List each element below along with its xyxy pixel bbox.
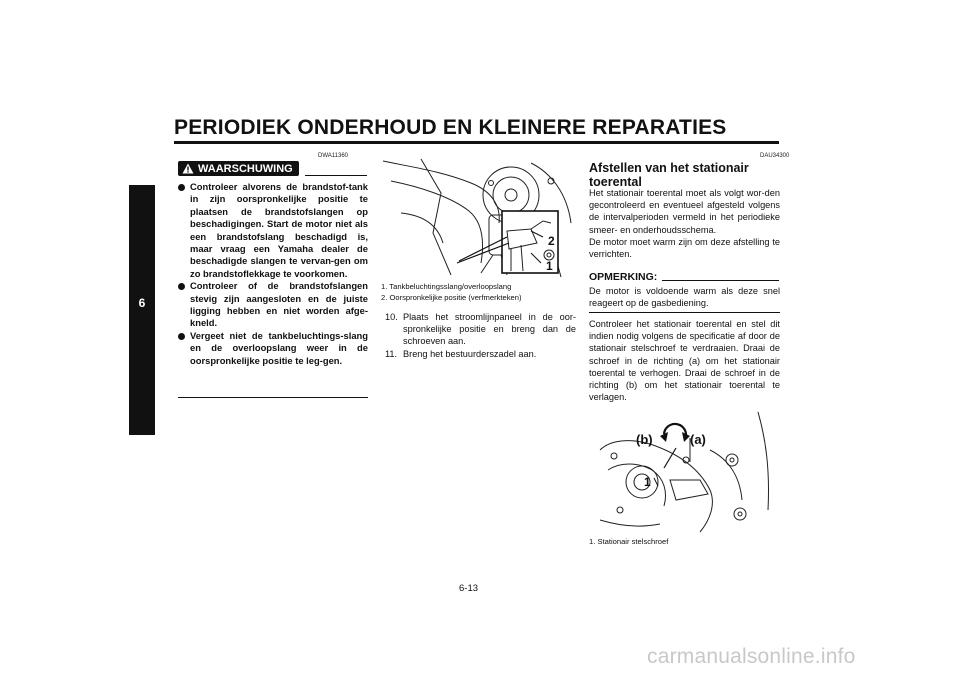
warning-item: Controleer alvorens de brandstof-tank in zijn oorspronkelijke positie te plaatsen de brandstofslangen op beschadigingen. Start de motor niet als een brandstofslang beschadigd is, maar vraag een Yamaha dealer de beschadigde slangen te vervan-gen om zo brandstoflekkage te voorkomen.	[178, 181, 368, 280]
warning-rule	[305, 175, 367, 176]
figure1-captions	[381, 282, 576, 303]
step-item: 10. Plaats het stroomlijnpaneel in de oor-spronkelijke positie en breng dan de schroeven aan.	[385, 312, 576, 347]
header-rule	[174, 141, 779, 144]
note-rule	[662, 280, 779, 281]
figure2-label-b: (b)	[636, 432, 653, 447]
bullet-icon	[178, 283, 185, 290]
section-paragraph: De motor moet warm zijn om deze afstelling te verrichten.	[589, 237, 780, 260]
section-paragraph: Het stationair toerental moet als volgt wor-den gecontroleerd en eventueel afgesteld volgens de intervalperioden vermeld in het periodieke smeer- en onderhoudsschema.	[589, 188, 780, 235]
warning-item: Controleer of de brandstofslangen stevig zijn aangesloten en de juiste ligging hebben en niet worden afge-kneld.	[178, 280, 368, 330]
page-header-title: PERIODIEK ONDERHOUD EN KLEINERE REPARATIES	[174, 116, 727, 139]
idle-screw-illustration	[590, 410, 780, 535]
warning-item: Vergeet niet de tankbeluchtings-slang en de overloopslang weer in de oorspronkelijke positie te leg-gen.	[178, 330, 368, 367]
note-text: De motor is voldoende warm als deze snel reageert op de gasbediening.	[589, 286, 780, 309]
step-item: 11. Breng het bestuurderszadel aan.	[385, 348, 537, 359]
figure1-caption: 1. Tankbeluchtingsslang/overloopslang	[381, 282, 512, 291]
note-label: OPMERKING:	[589, 271, 658, 283]
tank-hose-illustration	[381, 153, 575, 278]
watermark-text: carmanualsonline.info	[647, 645, 856, 668]
warning-end-rule	[178, 397, 368, 398]
section-title: Afstellen van het stationair toerental	[589, 161, 749, 189]
step-list	[381, 311, 576, 360]
bullet-icon	[178, 184, 185, 191]
chapter-tab	[129, 185, 155, 435]
figure1-callout-2: 2	[548, 234, 555, 248]
warning-code: DWA11360	[318, 153, 349, 159]
figure1-caption: 2. Oorspronkelijke positie (verfmerkteken)	[381, 292, 522, 302]
figure2-callout-1: 1	[644, 475, 651, 489]
section-code: DAU34300	[760, 153, 790, 159]
procedure-text: Controleer het stationair toerental en stel dit indien nodig volgens de specificatie af door de stationair stelschroef te verdraaien. Draai de schroef in de richting (a) om het stationair toerental te verhogen. Draai de schroef in de richting (b) om het stationair toerental te verlagen.	[589, 319, 780, 403]
note-end-rule	[589, 312, 780, 313]
bullet-icon	[178, 333, 185, 340]
figure2-caption: 1. Stationair stelschroef	[589, 537, 669, 546]
chapter-tab-number: 6	[138, 296, 146, 310]
page-number: 6-13	[459, 583, 479, 594]
warning-triangle-icon	[182, 163, 194, 174]
figure2-label-a: (a)	[690, 432, 706, 447]
warning-list	[178, 181, 368, 367]
warning-label: WAARSCHUWING	[198, 162, 293, 175]
warning-badge	[178, 161, 299, 176]
figure1-callout-1: 1	[546, 259, 553, 273]
